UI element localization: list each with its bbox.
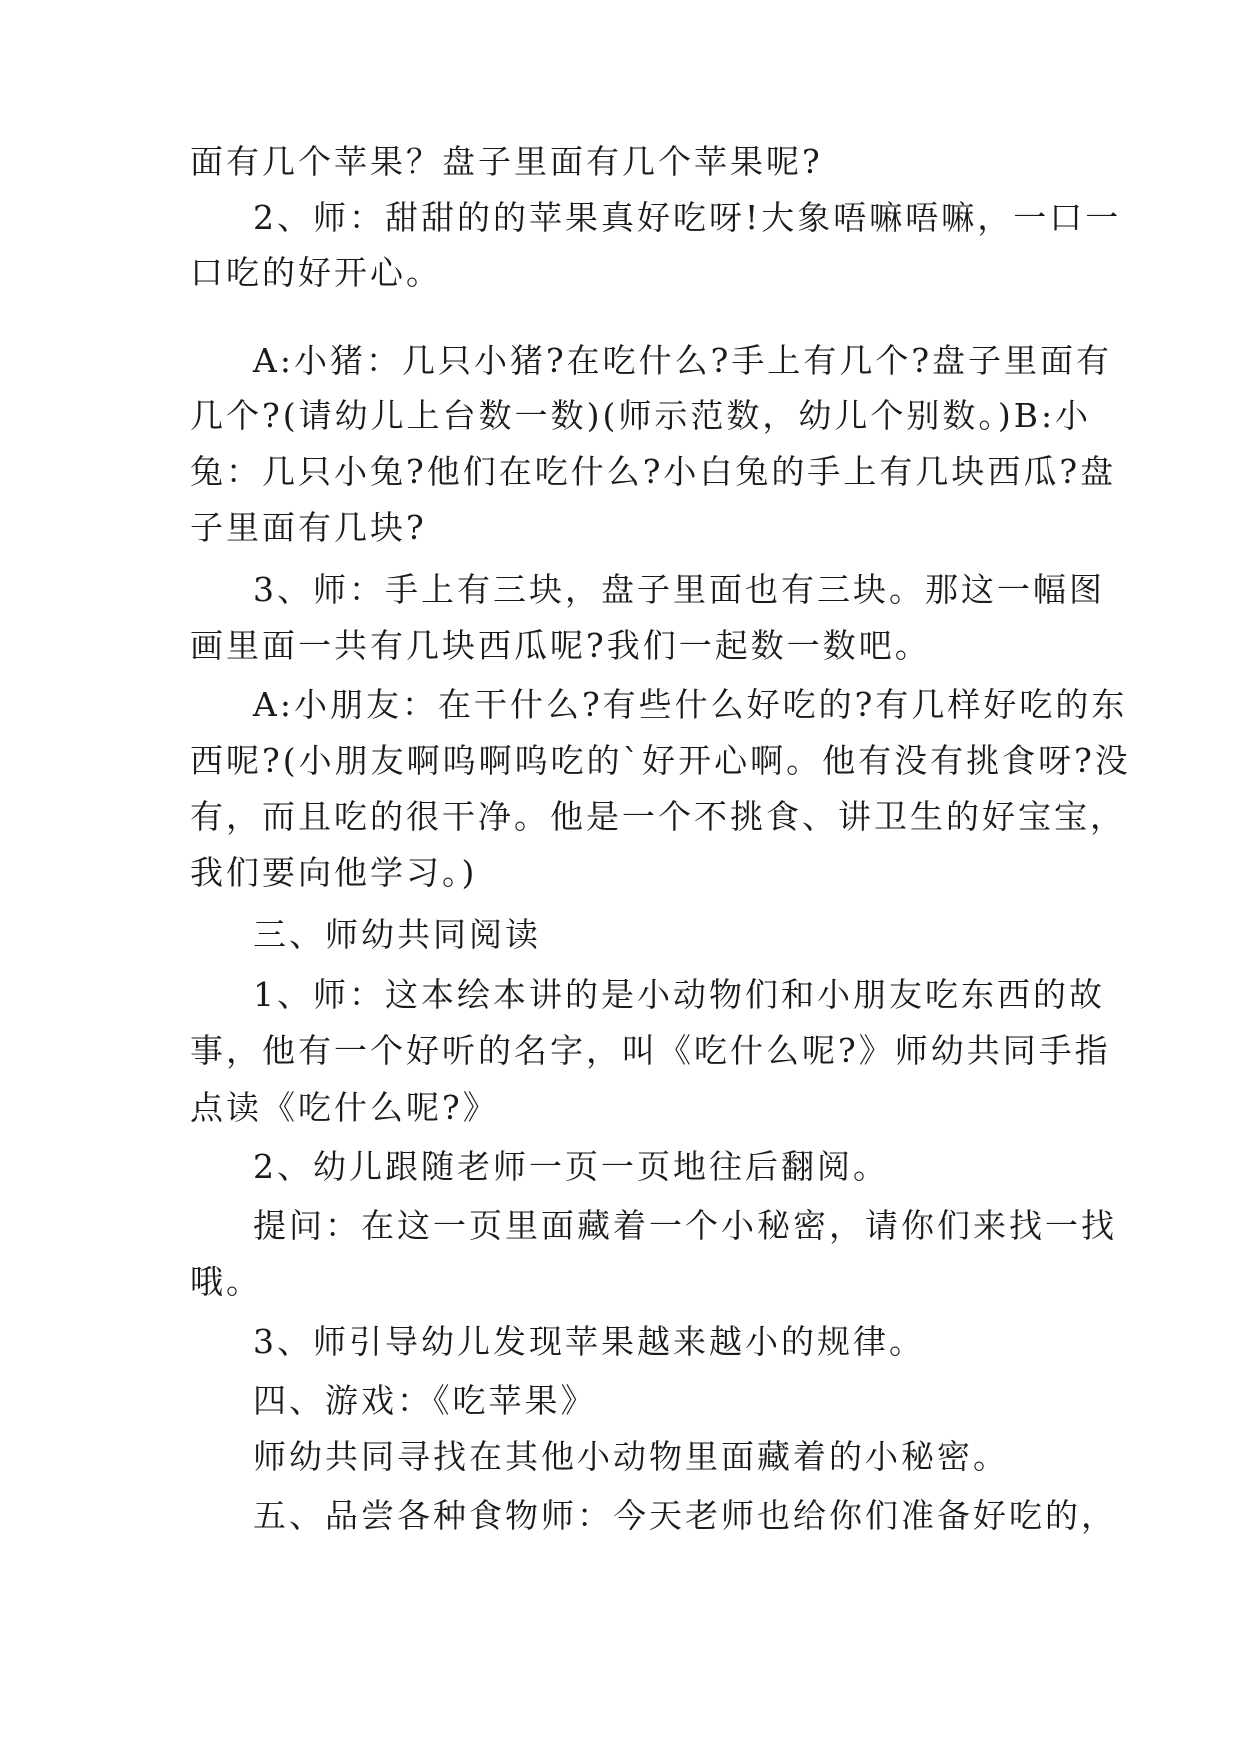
text-line: 有，而且吃的很干净。他是一个不挑食、讲卫生的好宝宝， [190,797,1126,836]
text-line: 三、师幼共同阅读 [253,915,541,954]
text-line: 哦。 [190,1262,262,1301]
text-line: 3、师引导幼儿发现苹果越来越小的规律。 [253,1322,925,1361]
text-line: 四、游戏：《吃苹果》 [253,1381,597,1420]
text-line: 3、师：手上有三块，盘子里面也有三块。那这一幅图 [253,570,1105,609]
text-line: 2、师：甜甜的的苹果真好吃呀!大象唔嘛唔嘛，一口一 [253,198,1122,237]
text-line: 五、品尝各种食物师：今天老师也给你们准备好吃的， [253,1496,1117,1535]
text-line: 2、幼儿跟随老师一页一页地往后翻阅。 [253,1147,889,1186]
text-line: 西呢?(小朋友啊呜啊呜吃的`好开心啊。他有没有挑食呀?没 [190,741,1131,780]
text-line: 画里面一共有几块西瓜呢?我们一起数一数吧。 [190,626,931,665]
text-line: 面有几个苹果？盘子里面有几个苹果呢? [190,142,823,181]
text-line: 1、师：这本绘本讲的是小动物们和小朋友吃东西的故 [253,975,1105,1014]
text-line: 口吃的好开心。 [190,253,442,292]
text-line: 点读《吃什么呢?》 [190,1088,499,1127]
text-line: A:小朋友：在干什么?有些什么好吃的?有几样好吃的东 [253,685,1128,724]
text-line: 师幼共同寻找在其他小动物里面藏着的小秘密。 [253,1437,1009,1476]
text-line: A:小猪：几只小猪?在吃什么?手上有几个?盘子里面有 [253,341,1113,380]
text-line: 事，他有一个好听的名字，叫《吃什么呢?》师幼共同手指 [190,1031,1111,1070]
text-line: 提问：在这一页里面藏着一个小秘密，请你们来找一找 [253,1206,1117,1245]
text-line: 几个?(请幼儿上台数一数)(师示范数，幼儿个别数。)B:小 [190,396,1092,435]
text-line: 我们要向他学习。) [190,853,478,892]
text-line: 子里面有几块? [190,508,427,547]
text-line: 兔：几只小兔?他们在吃什么?小白兔的手上有几块西瓜?盘 [190,452,1117,491]
